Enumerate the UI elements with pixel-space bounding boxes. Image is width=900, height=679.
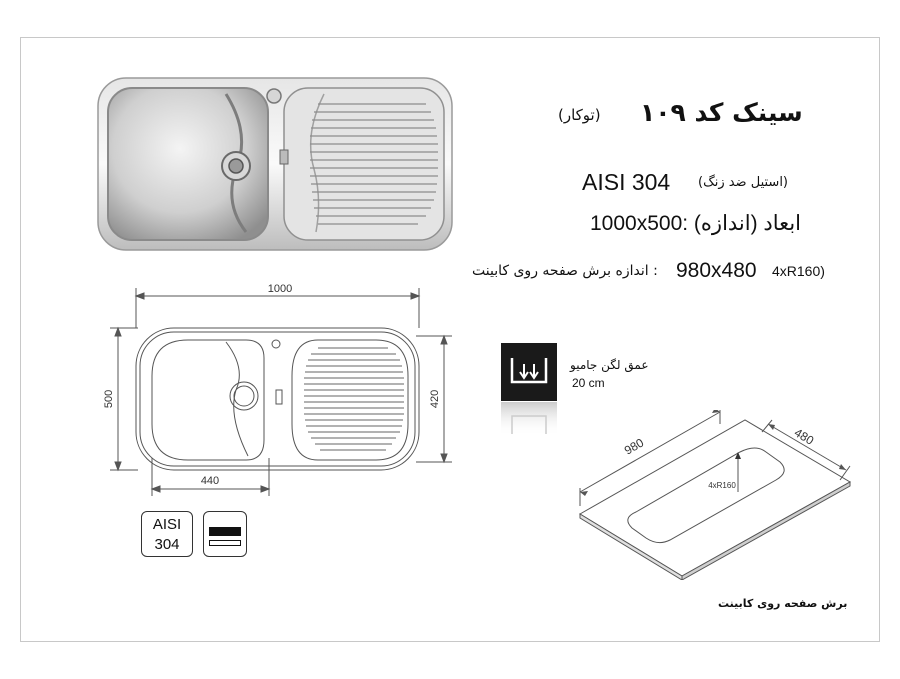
- product-title: سینک کد ۱۰۹: [640, 98, 803, 127]
- steel-grade-badge: [141, 511, 193, 557]
- sink-photo: [96, 74, 454, 254]
- dim-bowl-height: 420: [429, 389, 441, 409]
- dimensions-text: ابعاد (اندازه) :1000x500: [590, 212, 801, 235]
- countertop-cutout-diagram: [570, 410, 860, 580]
- counter-width-dim: 480: [791, 425, 817, 448]
- sheet-thickness-icon: [203, 511, 247, 557]
- bowl-depth-icon: [500, 342, 558, 438]
- material-value: AISI 304: [582, 169, 671, 195]
- counter-caption: برش صفحه روی کابینت: [718, 597, 848, 610]
- cutout-value: 980x480: [676, 259, 757, 282]
- depth-value: 20 cm: [572, 376, 605, 390]
- counter-length-dim: 980: [621, 435, 647, 458]
- sink-technical-drawing: [96, 278, 466, 503]
- counter-radius: 4xR160: [708, 481, 736, 490]
- cutout-radius: (4xR160: [772, 263, 825, 279]
- depth-label: عمق لگن جامیو: [570, 358, 649, 372]
- material-label: (استیل ضد زنگ): [698, 175, 788, 190]
- dim-width: 1000: [267, 283, 293, 295]
- product-subtitle: (توکار): [558, 106, 601, 124]
- cutout-label: : اندازه برش صفحه روی کابینت: [472, 263, 658, 279]
- steel-grade-line2: 304: [154, 536, 180, 553]
- dim-height: 500: [103, 389, 115, 409]
- dim-bowl-width: 440: [200, 475, 220, 487]
- steel-grade-line1: AISI: [152, 516, 182, 533]
